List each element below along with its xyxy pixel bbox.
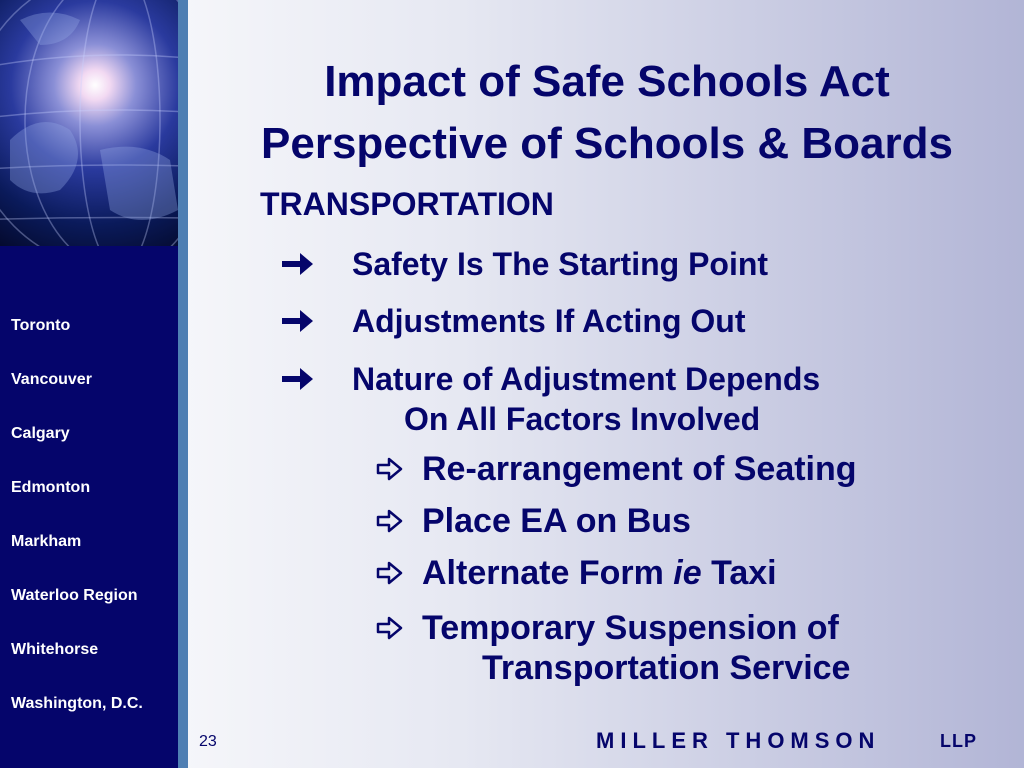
bullet-text: Safety Is The Starting Point bbox=[352, 246, 769, 282]
office-item: Toronto bbox=[11, 317, 71, 334]
sub-bullet-text-part: Alternate Form bbox=[422, 554, 674, 592]
firm-suffix: LLP bbox=[940, 731, 977, 751]
office-list bbox=[11, 316, 143, 748]
page-number: 23 bbox=[199, 733, 217, 750]
slide-title-line2: Perspective of Schools & Boards bbox=[261, 119, 953, 168]
sub-bullet-text: Temporary Suspension of bbox=[422, 609, 839, 647]
bullet-text: Nature of Adjustment Depends bbox=[352, 361, 821, 397]
sub-bullet-text-continuation: Transportation Service bbox=[482, 649, 851, 687]
office-item: Waterloo Region bbox=[11, 587, 138, 604]
slide-title-line1: Impact of Safe Schools Act bbox=[324, 57, 890, 106]
sub-bullet-text: Place EA on Bus bbox=[422, 502, 691, 540]
right-arrow-icon bbox=[280, 244, 314, 293]
sidebar-panel bbox=[0, 0, 178, 768]
office-item: Vancouver bbox=[11, 371, 92, 388]
outline-arrow-icon bbox=[376, 553, 404, 602]
globe-image bbox=[0, 0, 178, 246]
right-arrow-icon bbox=[280, 301, 314, 350]
bullet-text: Adjustments If Acting Out bbox=[352, 303, 746, 339]
sub-bullet-text-part: Taxi bbox=[701, 554, 777, 592]
right-arrow-icon bbox=[280, 359, 314, 408]
office-item: Markham bbox=[11, 533, 82, 550]
outline-arrow-icon bbox=[376, 608, 404, 657]
section-heading: TRANSPORTATION bbox=[260, 186, 554, 222]
office-item: Washington, D.C. bbox=[11, 695, 143, 712]
bullet-text-continuation: On All Factors Involved bbox=[404, 401, 761, 437]
outline-arrow-icon bbox=[376, 449, 404, 498]
sub-bullet-text bbox=[422, 553, 777, 593]
sidebar-stripe bbox=[178, 0, 188, 768]
office-item: Whitehorse bbox=[11, 641, 99, 658]
firm-name: MILLER THOMSON bbox=[596, 728, 881, 753]
outline-arrow-icon bbox=[376, 501, 404, 550]
office-item: Edmonton bbox=[11, 479, 91, 496]
sub-bullet-text: Re-arrangement of Seating bbox=[422, 450, 857, 488]
sub-bullet-text-italic: ie bbox=[673, 554, 702, 592]
office-item: Calgary bbox=[11, 425, 70, 442]
